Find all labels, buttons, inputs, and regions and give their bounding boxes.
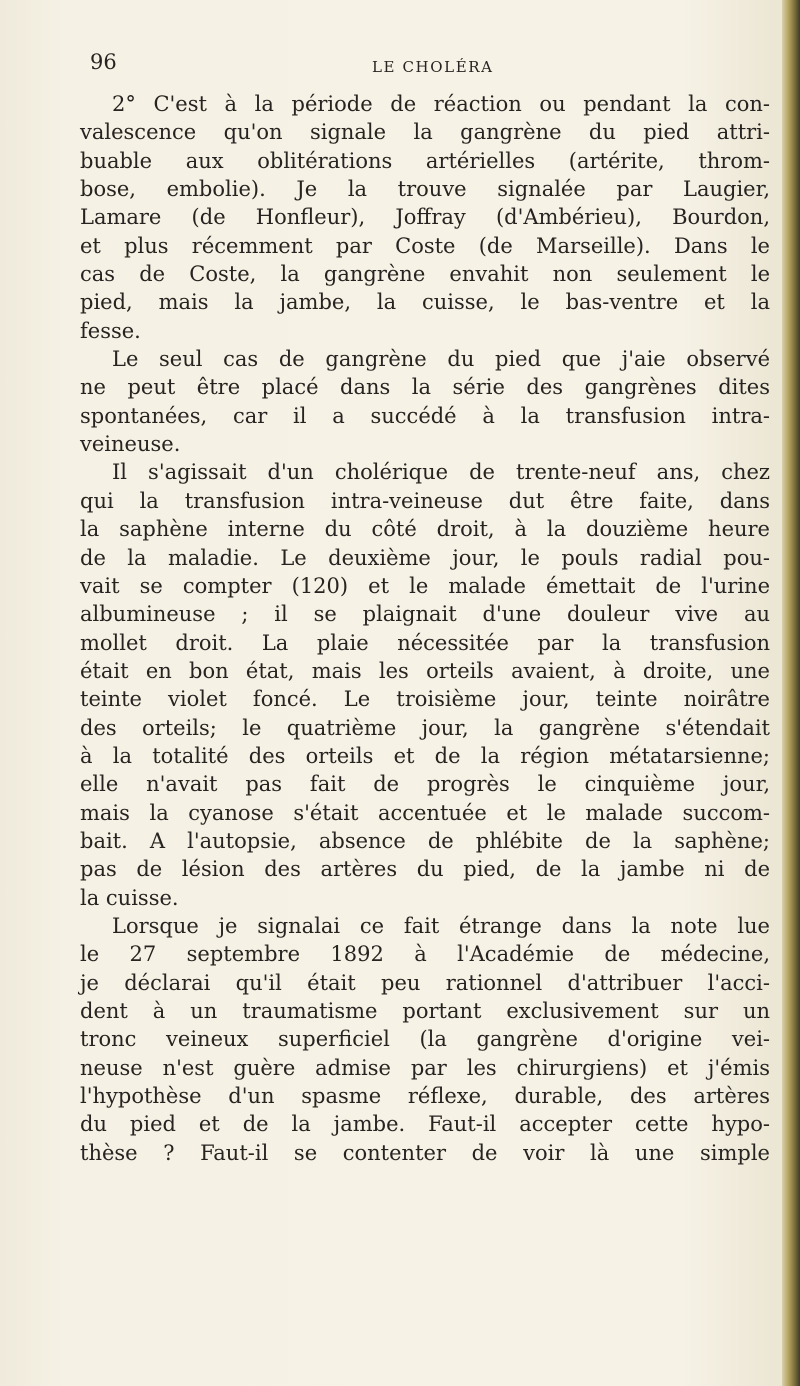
page-edge — [782, 0, 800, 1386]
text-line: spontanées, car il a succédé à la transfusion intra- — [80, 403, 770, 428]
text-line: bose, embolie). Je la trouve signalée par Laugier, — [80, 177, 770, 202]
text-line: Lorsque je signalai ce fait étrange dans la note lue — [112, 913, 770, 938]
text-line: teinte violet foncé. Le troisième jour, teinte noirâtre — [80, 687, 770, 712]
text-line: cas de Coste, la gangrène envahit non seulement le — [80, 262, 770, 287]
text-line: elle n'avait pas fait de progrès le cinquième jour, — [80, 772, 770, 797]
text-line: pied, mais la jambe, la cuisse, le bas-ventre et la — [80, 290, 770, 315]
text-line: de la maladie. Le deuxième jour, le pouls radial pou- — [80, 545, 770, 570]
text-line: Le seul cas de gangrène du pied que j'aie observé — [112, 347, 770, 372]
page-header — [90, 50, 770, 80]
text-line: je déclarai qu'il était peu rationnel d'attribuer l'acci- — [80, 970, 770, 995]
page-number: 96 — [90, 50, 117, 74]
text-line: neuse n'est guère admise par les chirurgiens) et j'émis — [80, 1055, 770, 1080]
text-line: la cuisse. — [80, 885, 179, 910]
text-line: valescence qu'on signale la gangrène du pied attri- — [80, 120, 770, 145]
text-line: du pied et de la jambe. Faut-il accepter cette hypo- — [80, 1112, 770, 1137]
text-line: pas de lésion des artères du pied, de la jambe ni de — [80, 857, 770, 882]
text-line: qui la transfusion intra-veineuse dut être faite, dans — [80, 488, 770, 513]
text-line: bait. A l'autopsie, absence de phlébite de la saphène; — [80, 828, 770, 853]
text-line: des orteils; le quatrième jour, la gangrène s'étendait — [80, 715, 770, 740]
body-text — [80, 90, 770, 1167]
text-line: tronc veineux superficiel (la gangrène d'origine vei- — [80, 1027, 770, 1052]
text-line: vait se compter (120) et le malade émettait de l'urine — [80, 573, 770, 598]
text-line: Lamare (de Honfleur), Joffray (d'Ambérieu), Bourdon, — [80, 205, 770, 230]
text-line: mollet droit. La plaie nécessitée par la transfusion — [80, 630, 770, 655]
text-line: fesse. — [80, 318, 141, 343]
text-line: à la totalité des orteils et de la région métatarsienne; — [80, 743, 770, 768]
text-line: l'hypothèse d'un spasme réflexe, durable, des artères — [80, 1084, 770, 1109]
text-line: veineuse. — [80, 432, 181, 457]
text-line: dent à un traumatisme portant exclusivement sur un — [80, 999, 770, 1023]
text-line: 2° C'est à la période de réaction ou pendant la con- — [112, 92, 770, 116]
text-line: était en bon état, mais les orteils avaient, à droite, une — [80, 658, 770, 683]
text-line: ne peut être placé dans la série des gangrènes dites — [80, 375, 770, 400]
text-line: la saphène interne du côté droit, à la douzième heure — [80, 517, 770, 542]
text-line: thèse ? Faut-il se contenter de voir là une simple — [80, 1140, 770, 1165]
text-line: mais la cyanose s'était accentuée et le malade succom- — [80, 800, 770, 825]
text-line: albumineuse ; il se plaignait d'une douleur vive au — [80, 602, 770, 627]
text-line: le 27 septembre 1892 à l'Académie de médecine, — [80, 942, 770, 967]
text-line: et plus récemment par Coste (de Marseille). Dans le — [80, 233, 770, 258]
text-line: Il s'agissait d'un cholérique de trente-neuf ans, chez — [112, 460, 770, 485]
text-line: buable aux oblitérations artérielles (artérite, throm- — [80, 148, 770, 173]
running-title: LE CHOLÉRA — [372, 58, 494, 76]
